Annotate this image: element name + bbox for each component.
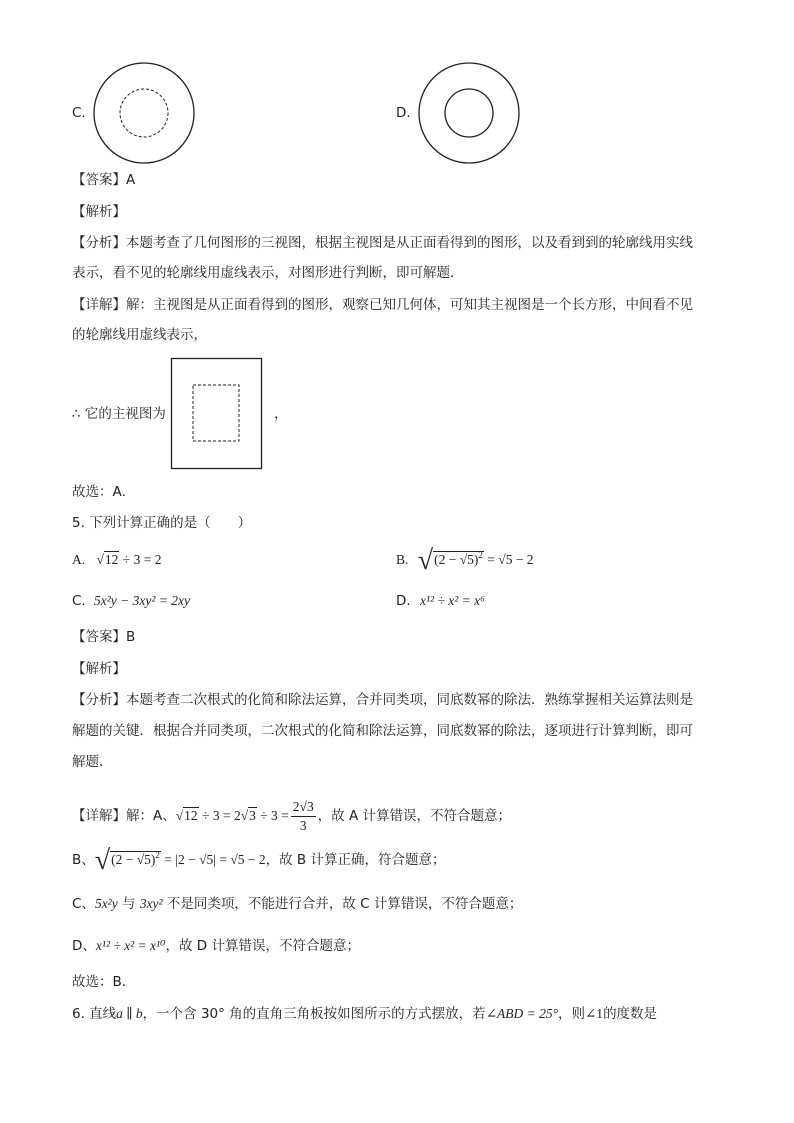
q5-xiangjie-d-prefix: D、 (72, 938, 96, 954)
q5-option-d-expr: x¹² ÷ x² = x⁶ (420, 593, 485, 608)
q4-answer: 【答案】A (72, 172, 136, 188)
q5-xiangjie-b-square: 2 (155, 850, 160, 860)
q5-xiangjie-c-tail: 不是同类项，不能进行合并，故 C 计算错误，不符合题意； (162, 896, 523, 912)
q6-stem-part2: ，一个含 30° 角的直角三角板按如图所示的方式摆放，若 (142, 1006, 486, 1022)
q5-option-b: B. $√(2 - √5)^2 = √5 - 2$ (396, 544, 534, 576)
q5-option-a-label: A. (72, 552, 86, 567)
q5-xiangjie-a-tail: ，故 A 计算错误，不符合题意； (317, 808, 512, 824)
q5-xiangjie-a: 【详解】解：A、√12 ÷ 3 = 2√3 ÷ 3 = $\frac{2√3}{3}$ ，故 A 计算错误，不符合题意； (72, 799, 512, 834)
q5-fenxi-line3: 解题． (72, 754, 113, 770)
q5-xiangjie-a-denominator: 3 (299, 818, 307, 834)
q4-guxuan: 故选：A． (72, 484, 136, 500)
q5-option-b-inner: 2 − √5 (438, 552, 474, 567)
q5-option-a-rest: ÷ 3 = 2 (119, 552, 162, 567)
q5-fenxi-line2: 解题的关键．根据合并同类项，二次根式的化简和除法运算，同底数幂的除法，逐项进行计算判断，即可 (72, 723, 693, 739)
q6-stem-angle-abd: ∠ABD = 25° (485, 1006, 558, 1021)
q4-main-view-comma: ， (274, 406, 288, 422)
q5-xiangjie-b-inner: 2 − √5 (115, 852, 151, 867)
q5-option-c-expr: 5x²y − 3xy² = 2xy (94, 593, 191, 608)
q6-stem-ab: a ∥ b (116, 1006, 143, 1021)
q5-xiangjie-a-mid2: ÷ 3 = (256, 808, 289, 823)
q5-xiangjie-b-eq: = |2 − √5| = √5 − 2 (160, 852, 266, 867)
q5-xiangjie-c-term2: 3xy² (139, 896, 163, 911)
q5-option-a-radicand: 12 (104, 552, 119, 567)
q6-stem (72, 1004, 657, 1024)
option-d-figure (418, 62, 520, 164)
q5-xiangjie-a-mid: ÷ 3 = 2 (198, 808, 241, 823)
option-c-figure (93, 62, 195, 164)
q5-xiangjie-d (72, 936, 360, 956)
q5-stem: 5. 下列计算正确的是（ ） (72, 515, 252, 531)
q5-xiangjie-a-numerator: 2√3 (291, 798, 316, 817)
q5-option-d-label: D. (396, 593, 411, 609)
q5-xiangjie-a-radicand2: 3 (249, 808, 256, 823)
q6-stem-angle1: ∠1 (585, 1006, 604, 1021)
q5-answer: 【答案】B (72, 629, 136, 645)
q4-fenxi-line1: 【分析】本题考查了几何图形的三视图，根据主视图是从正面看得到的图形，以及看到到的轮廓线用实线 (72, 235, 693, 251)
q5-option-b-eq: = √5 − 2 (483, 552, 534, 567)
q5-option-b-square: 2 (478, 550, 483, 560)
q6-stem-part4: 的度数是 (603, 1006, 658, 1022)
q5-option-a: A. √12 ÷ 3 = 2 (72, 552, 162, 567)
q6-stem-part3: ，则 (558, 1006, 585, 1022)
q5-xiangjie-a-fraction (291, 798, 316, 835)
option-d-label: D. (396, 105, 411, 121)
q5-xiangjie-d-expr: x¹² ÷ x² = x¹⁰ (95, 938, 166, 953)
q5-xiangjie-d-tail: ，故 D 计算错误，不符合题意； (165, 938, 360, 954)
q4-xiangjie-line1: 【详解】解：主视图是从正面看得到的图形，观察已知几何体，可知其主视图是一个长方形，中间看不见 (72, 297, 693, 313)
q5-xiangjie-a-radicand: 12 (184, 808, 198, 823)
q5-xiangjie-b-prefix: B、 (72, 852, 95, 868)
q5-option-b-label: B. (396, 552, 409, 567)
q4-main-view-figure (171, 358, 263, 470)
q5-xiangjie-c-term1: 5x²y (94, 896, 118, 911)
q5-xiangjie-a-prefix: 【详解】解：A、 (72, 808, 176, 824)
option-c-label: C. (72, 105, 86, 121)
q5-xiangjie-b-tail: ，故 B 计算正确，符合题意； (265, 852, 446, 868)
q5-option-c-label: C. (72, 593, 86, 609)
q5-xiangjie-c (72, 894, 522, 914)
q4-jiexi: 【解析】 (72, 204, 126, 220)
q4-fenxi-line2: 表示，看不见的轮廓线用虚线表示，对图形进行判断，即可解题． (72, 265, 464, 281)
q6-stem-part1: 6. 直线 (72, 1006, 117, 1022)
q5-xiangjie-b: B、$√(2 - √5)^2 = |2 - √5| = √5 - 2$，故 B 计算正确，符合题意； (72, 844, 446, 876)
q5-xiangjie-c-prefix: C、 (72, 896, 95, 912)
q5-guxuan: 故选：B． (72, 974, 136, 990)
q5-fenxi-line1: 【分析】本题考查二次根式的化简和除法运算，合并同类项，同底数幂的除法．熟练掌握相关运算法则是 (72, 692, 693, 708)
q4-xiangjie-line2: 的轮廓线用虚线表示， (72, 327, 207, 343)
q5-jiexi: 【解析】 (72, 661, 126, 677)
q4-main-view-label: ∴ 它的主视图为 (72, 406, 166, 422)
q5-xiangjie-c-mid: 与 (117, 896, 140, 912)
